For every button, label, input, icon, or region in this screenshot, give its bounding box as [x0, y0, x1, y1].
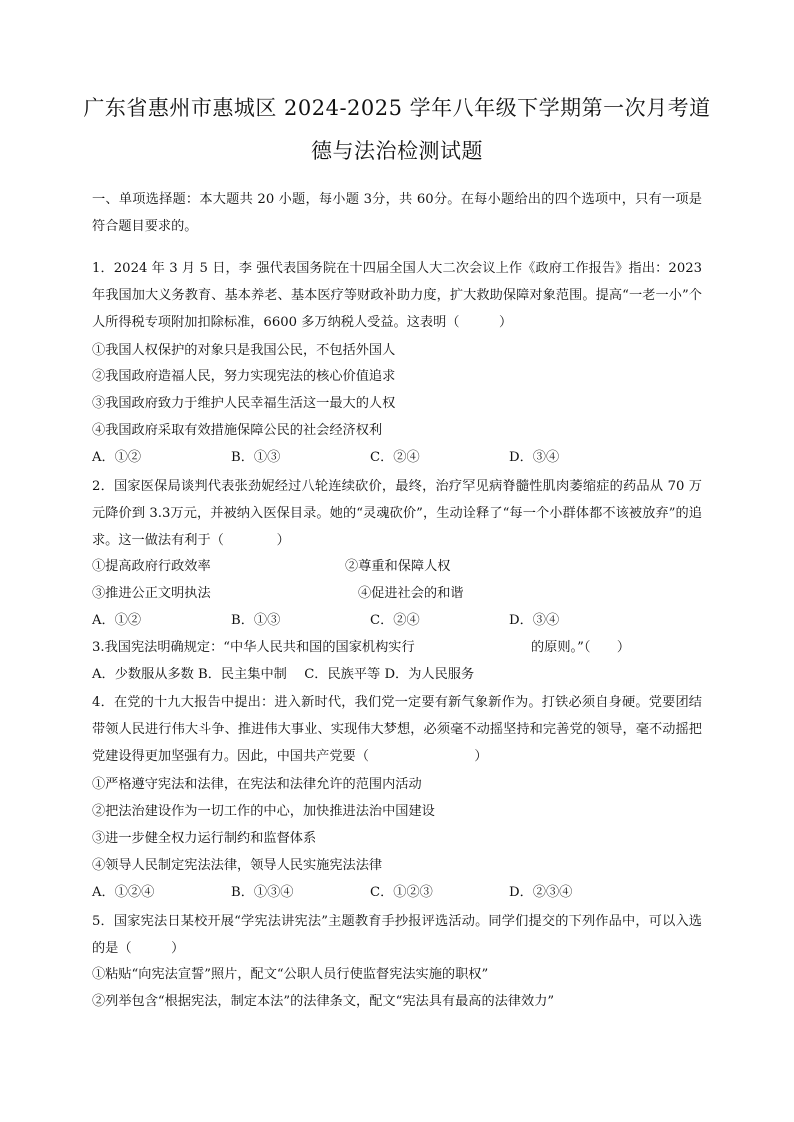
question-1-option-b: B．①③ — [231, 450, 281, 465]
question-5-item-1: ①粘贴“向宪法宣誓”照片，配文“公职人员行使监督宪法实施的职权” — [92, 967, 489, 982]
question-1-item-3: ③我国政府致力于维护人民幸福生活这一最大的人权 — [92, 396, 396, 411]
question-1-option-a: A．①② — [92, 450, 142, 465]
question-2-item-4: ④促进社会的和谐 — [358, 586, 464, 601]
question-1-option-d: D．③④ — [509, 450, 560, 465]
question-5-item-2: ②列举包含“根据宪法，制定本法”的法律条文，配文“宪法具有最高的法律效力” — [92, 994, 555, 1009]
question-2-option-a: A．①② — [92, 613, 142, 628]
question-4-option-d: D．②③④ — [509, 885, 573, 900]
question-2-item-2: ②尊重和保障人权 — [345, 559, 451, 574]
question-1-item-4: ④我国政府采取有效措施保障公民的社会经济权利 — [92, 423, 383, 438]
question-1-stem: 1．2024 年 3 月 5 日，李 强代表国务院在十四届全国人大二次会议上作《政府工作报告》指出：2023 年我国加大义务教育、基本养老、基本医疗等财政补助力度，扩大救助保障对象范围。提高“一老一小”个人所得税专项附加扣除标准，6600 多万纳税人受益。这表明（ ） — [92, 261, 702, 330]
question-4-item-2: ②把法治建设作为一切工作的中心，加快推进法治中国建设 — [92, 804, 435, 819]
question-4-option-c: C．①②③ — [370, 885, 433, 900]
question-1-item-1: ①我国人权保护的对象只是我国公民，不包括外国人 — [92, 343, 396, 358]
question-2-option-b: B．①③ — [231, 613, 281, 628]
question-1-item-2: ②我国政府造福人民，努力实现宪法的核心价值追求 — [92, 369, 396, 384]
question-3-stem-part-1: 3.我国宪法明确规定：“中华人民共和国的国家机构实行 — [92, 640, 415, 655]
question-3-options: A．少数服从多数 B．民主集中制 C．民族平等 D．为人民服务 — [92, 667, 475, 682]
question-4-stem: 4．在党的十九大报告中提出：进入新时代，我们党一定要有新气象新作为。打铁必须自身硬。党要团结带领人民进行伟大斗争、推进伟大事业、实现伟大梦想，必须毫不动摇坚持和完善党的领导，毫不动摇把党建设得更加坚强有力。因此，中国共产党要（ ） — [92, 695, 702, 764]
question-2-item-1: ①提高政府行政效率 — [92, 559, 211, 574]
question-4-item-3: ③进一步健全权力运行制约和监督体系 — [92, 831, 317, 846]
question-3-stem-part-2: 的原则。”（ ） — [531, 640, 631, 655]
question-2-option-c: C．②④ — [370, 613, 420, 628]
section-1-instructions: 一、单项选择题：本大题共 20 小题，每小题 3分，共 60分。在每小题给出的四个选项中，只有一项是符合题目要求的。 — [92, 192, 702, 234]
exam-title-line-1: 广东省惠州市惠城区 2024-2025 学年八年级下学期第一次月考道 — [83, 96, 711, 120]
question-4-item-1: ①严格遵守宪法和法律，在宪法和法律允许的范围内活动 — [92, 777, 422, 792]
question-2-stem: 2．国家医保局谈判代表张劲妮经过八轮连续砍价，最终，治疗罕见病脊髓性肌肉萎缩症的药品从 70 万元降价到 3.3万元，并被纳入医保目录。她的“灵魂砍价”，生动诠释了“每一个小群体都不该被放弃”的追求。这一做法有利于（ ） — [92, 479, 702, 548]
question-5-stem: 5．国家宪法日某校开展“学宪法讲宪法”主题教育手抄报评选活动。同学们提交的下列作品中，可以入选的是（ ） — [92, 914, 702, 956]
question-2-option-d: D．③④ — [509, 613, 560, 628]
exam-title-line-2: 德与法治检测试题 — [311, 139, 483, 163]
question-4-item-4: ④领导人民制定宪法法律，领导人民实施宪法法律 — [92, 858, 383, 873]
question-2-item-3: ③推进公正文明执法 — [92, 586, 211, 601]
question-1-option-c: C．②④ — [370, 450, 420, 465]
question-4-option-b: B．①③④ — [231, 885, 294, 900]
question-4-option-a: A．①②④ — [92, 885, 155, 900]
